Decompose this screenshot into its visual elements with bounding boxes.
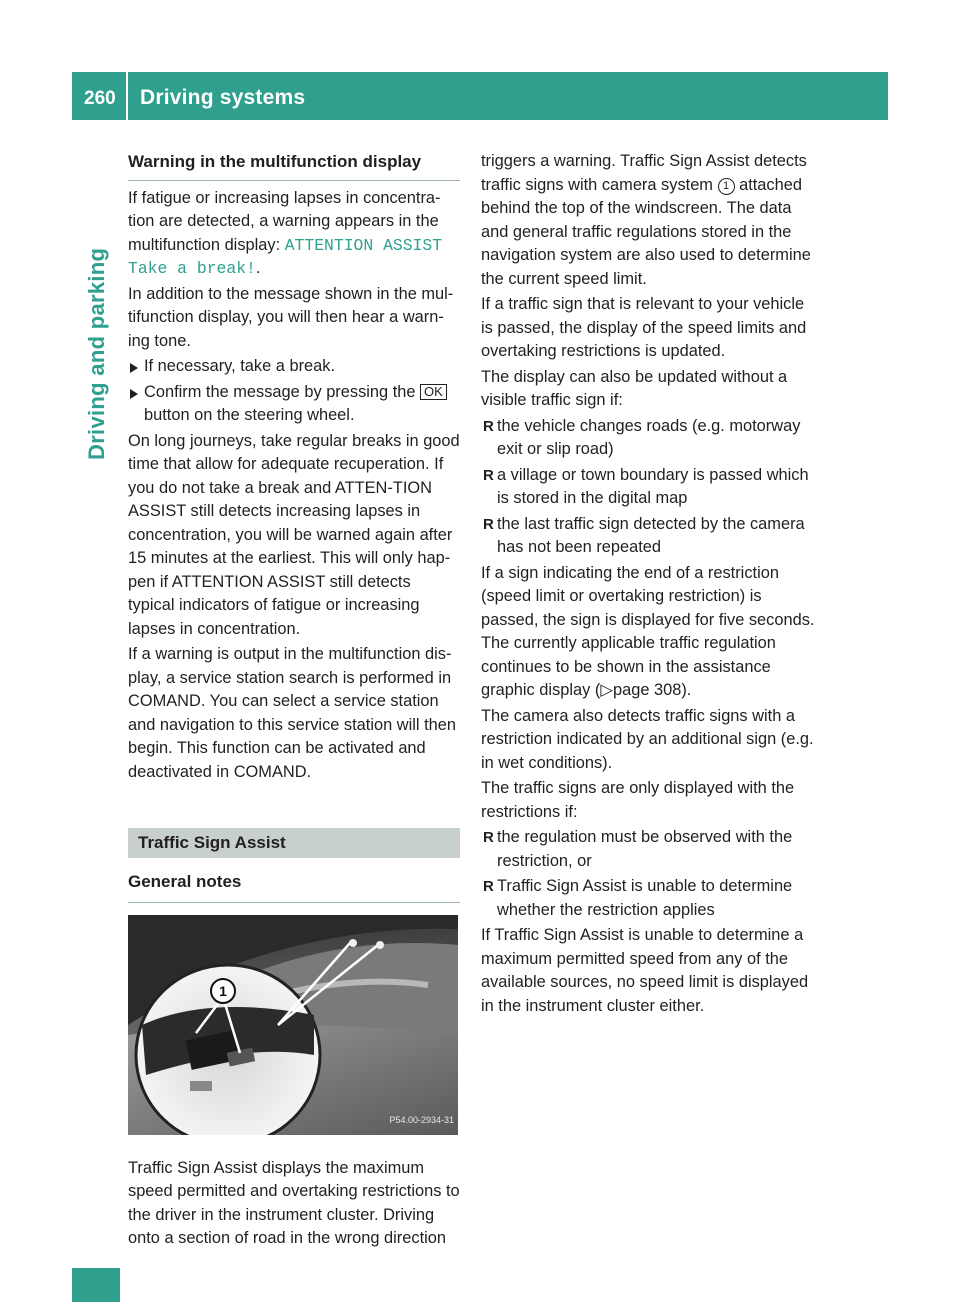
paragraph-restrictions-displayed: The traffic signs are only displayed with the restrictions if: <box>481 779 795 821</box>
list-item <box>481 826 816 873</box>
header-divider <box>126 72 128 120</box>
bullet-icon: R <box>483 829 494 846</box>
paragraph-additional-sign: The camera also detects traffic signs with a restriction indicated by an additional sign (e.g. in wet conditions). <box>481 706 814 772</box>
display-message-take-break: Take a break! <box>128 259 256 278</box>
image-reference-id: P54.00-2934-31 <box>389 1115 454 1125</box>
text-segment: If fatigue or increasing lapses in concentra-tion are detected, a warning appears in the multifunction display: <box>128 188 441 254</box>
section-band-traffic-sign-assist <box>128 828 460 858</box>
page-reference-link[interactable]: page 308 <box>612 681 682 699</box>
list-item <box>481 415 816 462</box>
list-item <box>481 464 816 511</box>
band-title: Traffic Sign Assist <box>138 833 286 852</box>
heading-general-notes: General notes <box>128 870 460 903</box>
paragraph-camera-system <box>481 150 816 291</box>
list-item-text: the last traffic sign detected by the camera has not been repeated <box>497 514 805 556</box>
text-segment: attached behind the top of the windscreen. The data and general traffic regulations stored in the navigation system are also used to determine the current speed limit. <box>481 175 811 288</box>
text-segment: If a sign indicating the end of a restriction (speed limit or overtaking restriction) is passed, the sign is displayed for five seconds. The currently applicable traffic regulation continues to be shown in the assistance graphic display ( <box>481 563 815 699</box>
paragraph-traffic-sign-assist-intro: Traffic Sign Assist displays the maximum speed permitted and overtaking restrictions to the driver in the instrument cluster. Driving onto a section of road in the wrong direction <box>128 1158 460 1247</box>
display-message-attention-assist: ATTENTION ASSIST <box>284 235 443 255</box>
list-item <box>481 875 816 922</box>
paragraph-no-speed-limit: If Traffic Sign Assist is unable to determine a maximum permitted speed from any of the available sources, no speed limit is displayed in the instrument cluster either. <box>481 926 809 1015</box>
callout-1-icon: 1 <box>718 178 735 195</box>
paragraph-service-station: If a warning is output in the multifunction dis-play, a service station search is performed in COMAND. You can select a service station and navigation to this service station will then begin. This function can be activated and deactivated in COMAND. <box>128 645 456 781</box>
bullet-icon: R <box>483 878 494 895</box>
ok-button-icon: OK <box>420 384 447 400</box>
paragraph-warning-intro <box>128 187 460 281</box>
text-segment: ). <box>681 681 692 699</box>
right-column <box>481 150 816 1020</box>
page-reference-arrow-icon: ▷ <box>600 681 613 699</box>
camera-location-photo <box>128 915 458 1135</box>
bullet-icon: R <box>483 417 494 435</box>
paragraph-end-of-restriction <box>481 562 816 703</box>
list-item <box>481 513 816 560</box>
paragraph-warning-tone: In addition to the message shown in the mul-tifunction display, you will then hear a warn-ing tone. <box>128 284 454 350</box>
step-text: button on the steering wheel. <box>144 406 355 424</box>
callout-1-label: 1 <box>219 982 227 999</box>
bullet-icon: R <box>483 466 494 484</box>
heading-warning-multifunction: Warning in the multifunction display <box>128 150 460 181</box>
paragraph-update-without-sign: The display can also be updated without a visible traffic sign if: <box>481 367 788 409</box>
paragraph-sign-passed: If a traffic sign that is relevant to your vehicle is passed, the display of the speed limits and overtaking restrictions is updated. <box>481 295 807 360</box>
list-item-text: a village or town boundary is passed which is stored in the digital map <box>497 465 809 507</box>
paragraph-long-journeys: On long journeys, take regular breaks in good time that allow for adequate recuperation. If you do not take a break and ATTEN-TION ASSIST still detects increasing lapses in concentration, you will be warned again after 15 minutes at the earliest. This will only hap-pen if ATTENTION ASSIST still detects typical indicators of fatigue or increasing lapses in concentration. <box>128 431 460 638</box>
bullet-icon: R <box>483 515 494 533</box>
step-text: If necessary, take a break. <box>144 357 336 375</box>
step-text: Confirm the message by pressing the <box>144 382 421 401</box>
section-title: Driving systems <box>140 86 306 109</box>
list-item-text: the regulation must be observed with the restriction, or <box>497 828 793 870</box>
step-take-break <box>128 355 460 379</box>
text-segment: triggers a warning. Traffic Sign Assist detects traffic signs with camera system <box>481 152 807 194</box>
list-item-text: the vehicle changes roads (e.g. motorway exit or slip road) <box>497 416 801 458</box>
left-column <box>128 150 460 1253</box>
text-segment: . <box>255 259 261 277</box>
list-item-text: Traffic Sign Assist is unable to determine whether the restriction applies <box>497 877 793 919</box>
windscreen-illustration <box>128 915 458 1135</box>
side-tab-label: Driving and parking <box>84 247 109 460</box>
step-confirm-message <box>128 381 460 428</box>
page-number: 260 <box>84 88 116 109</box>
side-tab-marker <box>72 1268 120 1302</box>
